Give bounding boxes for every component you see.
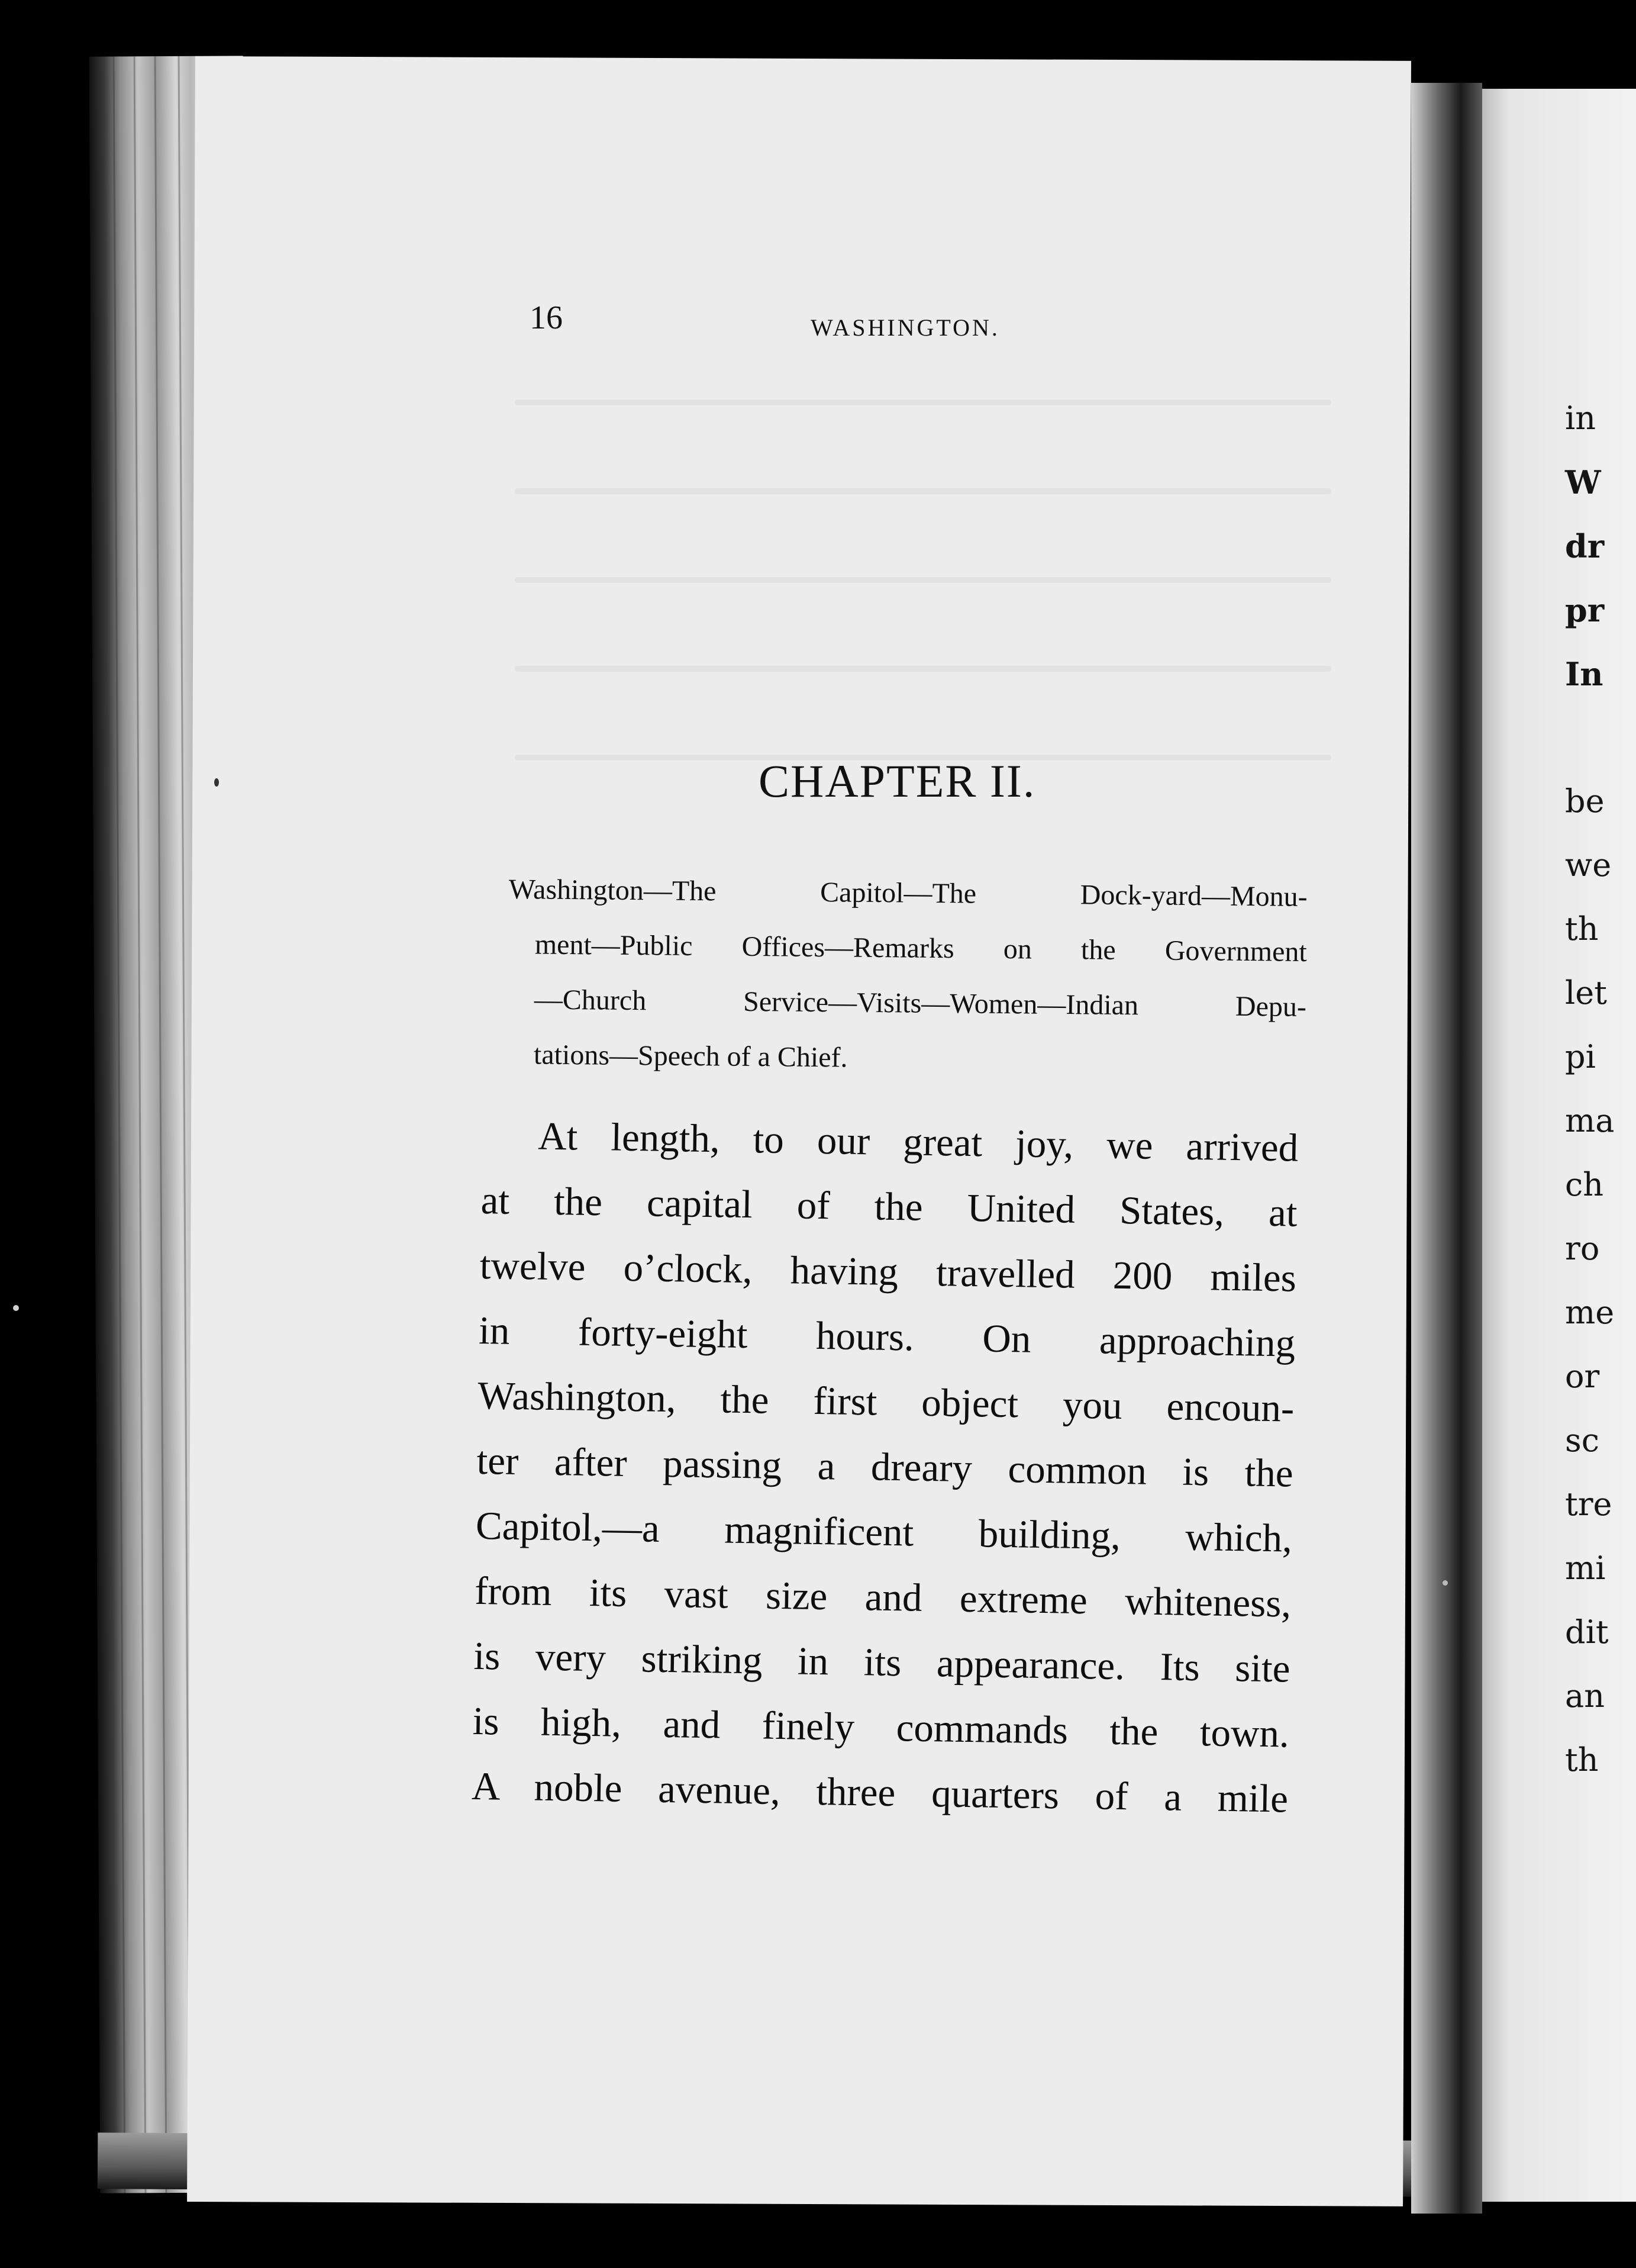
- facing-line: dr: [1565, 527, 1605, 565]
- body-line: ter after passing a dreary common is the: [476, 1438, 1294, 1496]
- synopsis-line: Washington—The Capitol—The Dock-yard—Monu-: [508, 874, 1308, 913]
- body-line: is high, and finely commands the town.: [472, 1699, 1290, 1756]
- synopsis-line: ment—Public Offices—Remarks on the Government: [534, 929, 1308, 968]
- body-line: from its vast size and extreme whiteness,: [474, 1568, 1292, 1626]
- facing-line: be: [1565, 782, 1605, 820]
- facing-line: W: [1565, 463, 1601, 501]
- show-through-text: [515, 373, 1331, 817]
- facing-line: an: [1565, 1677, 1605, 1715]
- body-line: at the capital of the United States, at: [480, 1178, 1298, 1235]
- facing-page-text-fragments: [1565, 400, 1614, 1805]
- body-line: A noble avenue, three quarters of a mile: [471, 1764, 1289, 1821]
- facing-line: or: [1565, 1358, 1600, 1395]
- facing-line: In: [1565, 655, 1603, 693]
- body-line: At length, to our great joy, we arrived: [537, 1114, 1299, 1170]
- body-line: in forty-eight hours. On approaching: [478, 1308, 1296, 1365]
- facing-line: we: [1565, 846, 1612, 884]
- facing-line: sc: [1565, 1422, 1599, 1459]
- body-line: Capitol,—a magnificent building, which,: [475, 1503, 1293, 1561]
- facing-line: ch: [1565, 1166, 1604, 1203]
- facing-line: me: [1565, 1294, 1615, 1331]
- scan-speck: [214, 778, 219, 787]
- body-line: Washington, the first object you encoun-: [477, 1373, 1295, 1431]
- body-paragraph: [471, 1113, 1299, 1842]
- facing-line: th: [1565, 910, 1599, 948]
- synopsis-line: —Church Service—Visits—Women—Indian Depu-: [534, 984, 1307, 1023]
- facing-line: ro: [1565, 1230, 1600, 1267]
- facing-line: tre: [1565, 1486, 1612, 1523]
- page-number: 16: [530, 299, 563, 336]
- synopsis-line: tations—Speech of a Chief.: [533, 1039, 848, 1074]
- facing-line: pi: [1565, 1038, 1596, 1075]
- chapter-title: CHAPTER II.: [759, 755, 1036, 807]
- running-head: WASHINGTON.: [811, 314, 1000, 341]
- body-line: twelve o’clock, having travelled 200 miles: [479, 1243, 1297, 1300]
- book-gutter: [1411, 83, 1482, 2214]
- chapter-synopsis: [506, 873, 1308, 1101]
- facing-line: ma: [1565, 1102, 1615, 1139]
- body-line: is very striking in its appearance. Its site: [473, 1634, 1290, 1691]
- facing-line: in: [1565, 400, 1596, 437]
- facing-line: mi: [1565, 1549, 1606, 1587]
- scan-speck: [13, 1305, 19, 1311]
- facing-line: th: [1565, 1741, 1599, 1779]
- scan-speck: [1443, 1580, 1448, 1586]
- facing-line: pr: [1565, 591, 1605, 629]
- facing-line: let: [1565, 974, 1607, 1011]
- facing-line: dit: [1565, 1613, 1609, 1651]
